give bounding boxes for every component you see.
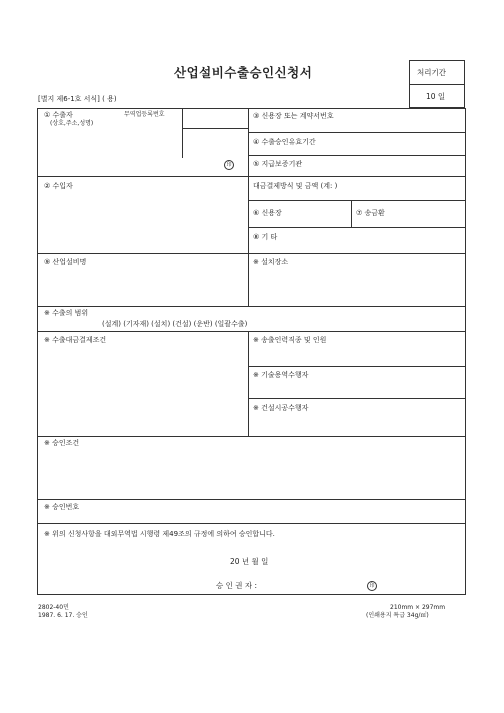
lc-contract-label: ③ 신용장 또는 계약서번호 [253, 112, 334, 120]
validity-period-label: ④ 수출승인유효기간 [253, 138, 316, 146]
exporter-label: ① 수출자 [44, 111, 73, 119]
approval-number-label: ※ 승인번호 [44, 503, 80, 511]
tech-service-label: ※ 기술용역수행자 [253, 371, 309, 379]
letter-of-credit-label: ⑥ 신용장 [253, 209, 282, 217]
payment-method-label: 대금결제방식 및 금액 (계: ) [253, 182, 338, 190]
processing-period-label: 처리기간 [417, 68, 446, 77]
guarantee-agency-label: ⑤ 지급보증기관 [253, 160, 303, 168]
approval-statement: ※ 위의 신청사항을 대외무역법 시행령 제49조의 규정에 의하여 승인합니다. [44, 530, 275, 538]
approver-label: 승 인 권 자 : [216, 581, 258, 590]
personnel-label: ※ 송출인력직종 및 인원 [253, 336, 327, 344]
form-code: 2802-40민 [38, 604, 69, 611]
approval-date: 20 년 월 일 [230, 557, 269, 566]
other-label: ⑧ 기 타 [253, 233, 278, 241]
equipment-name-label: ⑨ 산업설비명 [44, 258, 87, 266]
construction-label: ※ 건설시공수행자 [253, 404, 309, 412]
processing-period-value: 10 일 [426, 92, 446, 101]
export-scope-items: (설계) (기자재) (설치) (건설) (운반) (일괄수출) [102, 320, 248, 328]
importer-label: ② 수입자 [44, 182, 73, 190]
remittance-label: ⑦ 송금환 [356, 209, 385, 217]
export-scope-label: ※ 수출의 범위 [44, 309, 89, 317]
paper-size: 210mm × 297mm [390, 604, 446, 611]
page-title: 산업설비수출승인신청서 [174, 65, 313, 80]
approval-date-note: 1987. 6. 17. 승인 [38, 612, 88, 619]
exporter-sub-label: (상호,주소,성명) [50, 120, 94, 127]
form-reference: [별지 제6-1호 서식] ( 용) [38, 95, 117, 103]
trade-registration-label: 무역업등록번호 [124, 111, 165, 118]
seal-mark-exporter: 印 [224, 160, 234, 170]
approval-condition-label: ※ 승인조건 [44, 439, 80, 447]
form-frame [37, 108, 466, 595]
seal-mark-approver: 印 [367, 581, 377, 591]
installation-place-label: ※ 설치장소 [253, 258, 289, 266]
paper-spec: (인쇄용지 특급 34g/㎡) [366, 612, 429, 619]
payment-condition-label: ※ 수출대금결제조건 [44, 336, 107, 344]
